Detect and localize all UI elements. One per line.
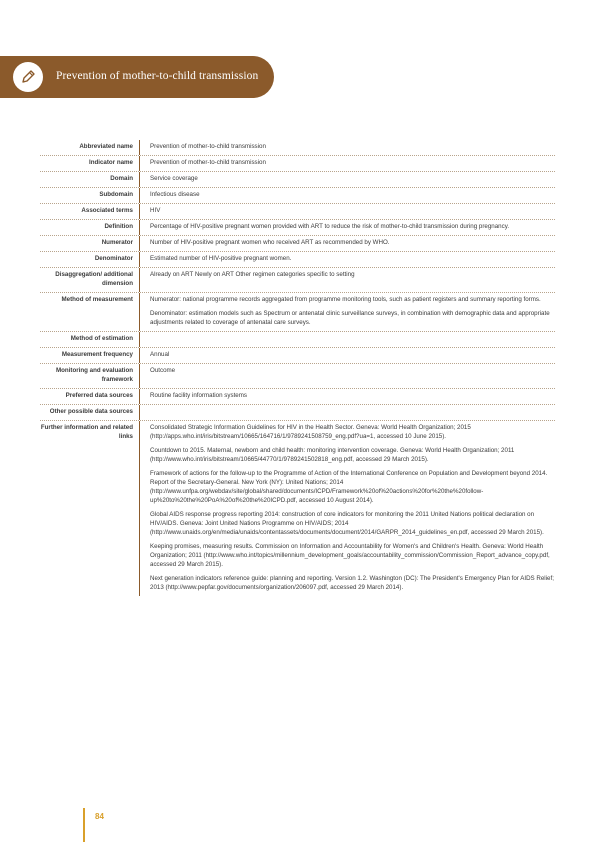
- metadata-row: [40, 219, 555, 235]
- metadata-row: [40, 187, 555, 203]
- metadata-value-paragraph: Framework of actions for the follow-up to the Programme of Action of the International Conference on Population and Development beyond 2014. Report of the Secretary-General. New York (NY): United Nations; 2014 (http://www.unfpa.org/webdav/site/global/shared/documents/ICPD/Framework%20of%20actions%20for%20the%20follow-up%20to%20the%20PoA%20of%20the%20ICPD.pdf, accessed 10 August 2014).: [150, 470, 548, 504]
- metadata-value: [140, 252, 555, 267]
- metadata-value-paragraph: Service coverage: [150, 175, 198, 182]
- metadata-value: [140, 204, 555, 219]
- metadata-value-paragraph: Routine facility information systems: [150, 392, 247, 399]
- metadata-value: [140, 364, 555, 388]
- metadata-value: [140, 405, 555, 420]
- metadata-label: Associated terms: [40, 204, 140, 219]
- metadata-label: Subdomain: [40, 188, 140, 203]
- metadata-row: [40, 203, 555, 219]
- metadata-label: Monitoring and evaluation framework: [40, 364, 140, 388]
- section-banner: [0, 56, 274, 98]
- metadata-label: Domain: [40, 172, 140, 187]
- metadata-row: [40, 404, 555, 420]
- page-number: 84: [95, 812, 104, 821]
- metadata-value: [140, 268, 555, 292]
- metadata-label: Abbreviated name: [40, 140, 140, 155]
- pencil-icon: [13, 62, 43, 92]
- metadata-row: [40, 235, 555, 251]
- metadata-value-paragraph: Annual: [150, 351, 170, 358]
- metadata-value: [140, 220, 555, 235]
- metadata-label: Method of estimation: [40, 332, 140, 347]
- metadata-value: [140, 293, 555, 331]
- metadata-value-paragraph: Percentage of HIV-positive pregnant women provided with ART to reduce the risk of mother-to-child transmission during pregnancy.: [150, 223, 510, 230]
- metadata-label: Other possible data sources: [40, 405, 140, 420]
- metadata-value: [140, 172, 555, 187]
- metadata-label: Indicator name: [40, 156, 140, 171]
- metadata-value-paragraph: Global AIDS response progress reporting 2014: construction of core indicators for monitoring the 2011 United Nations political declaration on HIV/AIDS. Geneva: Joint United Nations Programme on HIV/AIDS; 2014 (http://www.unaids.org/en/media/unaids/contentassets/documents/document/2014/GARPR_2014_guidelines_en.pdf, accessed 29 March 2015).: [150, 511, 544, 536]
- metadata-row: [40, 267, 555, 292]
- metadata-value: [140, 332, 555, 347]
- metadata-value-paragraph: Number of HIV-positive pregnant women who received ART as recommended by WHO.: [150, 239, 390, 246]
- metadata-value-paragraph: Estimated number of HIV-positive pregnant women.: [150, 255, 292, 262]
- metadata-row: [40, 140, 555, 155]
- metadata-label: Further information and related links: [40, 421, 140, 596]
- metadata-row: [40, 251, 555, 267]
- metadata-value-paragraph: Denominator: estimation models such as Spectrum or antenatal clinic surveillance surveys, in combination with demographic data and appropriate adjustments related to coverage of antenatal care surveys.: [150, 310, 550, 326]
- metadata-label: Measurement frequency: [40, 348, 140, 363]
- metadata-value: [140, 348, 555, 363]
- metadata-row: [40, 292, 555, 331]
- metadata-label: Definition: [40, 220, 140, 235]
- metadata-label: Preferred data sources: [40, 389, 140, 404]
- metadata-row: [40, 363, 555, 388]
- metadata-row: [40, 388, 555, 404]
- metadata-value-paragraph: Numerator: national programme records aggregated from programme monitoring tools, such as patient registers and summary reporting forms.: [150, 296, 541, 303]
- metadata-label: Numerator: [40, 236, 140, 251]
- page-title: Prevention of mother-to-child transmission: [56, 70, 259, 82]
- metadata-row: [40, 420, 555, 596]
- page-number-bar: [83, 808, 85, 842]
- metadata-label: Disaggregation/ additional dimension: [40, 268, 140, 292]
- metadata-value-paragraph: Next generation indicators reference guide: planning and reporting. Version 1.2. Washington (DC): The President's Emergency Plan for AIDS Relief; 2013 (http://www.pepfar.gov/documents/organization/206097.pdf, accessed 29 March 2014).: [150, 575, 554, 591]
- metadata-row: [40, 155, 555, 171]
- metadata-value-paragraph: Already on ART Newly on ART Other regimen categories specific to setting: [150, 271, 355, 278]
- metadata-value-paragraph: Prevention of mother-to-child transmission: [150, 143, 266, 150]
- metadata-value-paragraph: Countdown to 2015. Maternal, newborn and child health: monitoring intervention coverage. Geneva: World Health Organization; 2011 (http://www.who.int/iris/bitstream/10665/44770/1/9789241502818_eng.pdf, accessed 29 March 2015).: [150, 447, 515, 463]
- metadata-row: [40, 331, 555, 347]
- metadata-value-paragraph: Prevention of mother-to-child transmission: [150, 159, 266, 166]
- metadata-label: Denominator: [40, 252, 140, 267]
- metadata-label: Method of measurement: [40, 293, 140, 331]
- metadata-value: [140, 188, 555, 203]
- indicator-metadata-table: [40, 140, 555, 596]
- metadata-value: [140, 236, 555, 251]
- metadata-value: [140, 140, 555, 155]
- metadata-value: [140, 156, 555, 171]
- metadata-value: [140, 389, 555, 404]
- metadata-value-paragraph: Infectious disease: [150, 191, 200, 198]
- metadata-value-paragraph: Consolidated Strategic Information Guidelines for HIV in the Health Sector. Geneva: World Health Organization; 2015 (http://apps.who.int/iris/bitstream/10665/164716/1/9789241508759_eng.pdf?ua=1, accessed 10 June 2015).: [150, 424, 471, 440]
- metadata-row: [40, 171, 555, 187]
- metadata-value: [140, 421, 555, 596]
- metadata-value-paragraph: Keeping promises, measuring results. Commission on Information and Accountability for Women's and Children's Health. Geneva: World Health Organization; 2011 (http://www.who.int/topics/millennium_development_goals/accountability_commission/Commission_Report_advance_copy.pdf, accessed 29 March 2015).: [150, 543, 550, 568]
- metadata-row: [40, 347, 555, 363]
- metadata-value-paragraph: Outcome: [150, 367, 176, 374]
- metadata-value-paragraph: HIV: [150, 207, 161, 214]
